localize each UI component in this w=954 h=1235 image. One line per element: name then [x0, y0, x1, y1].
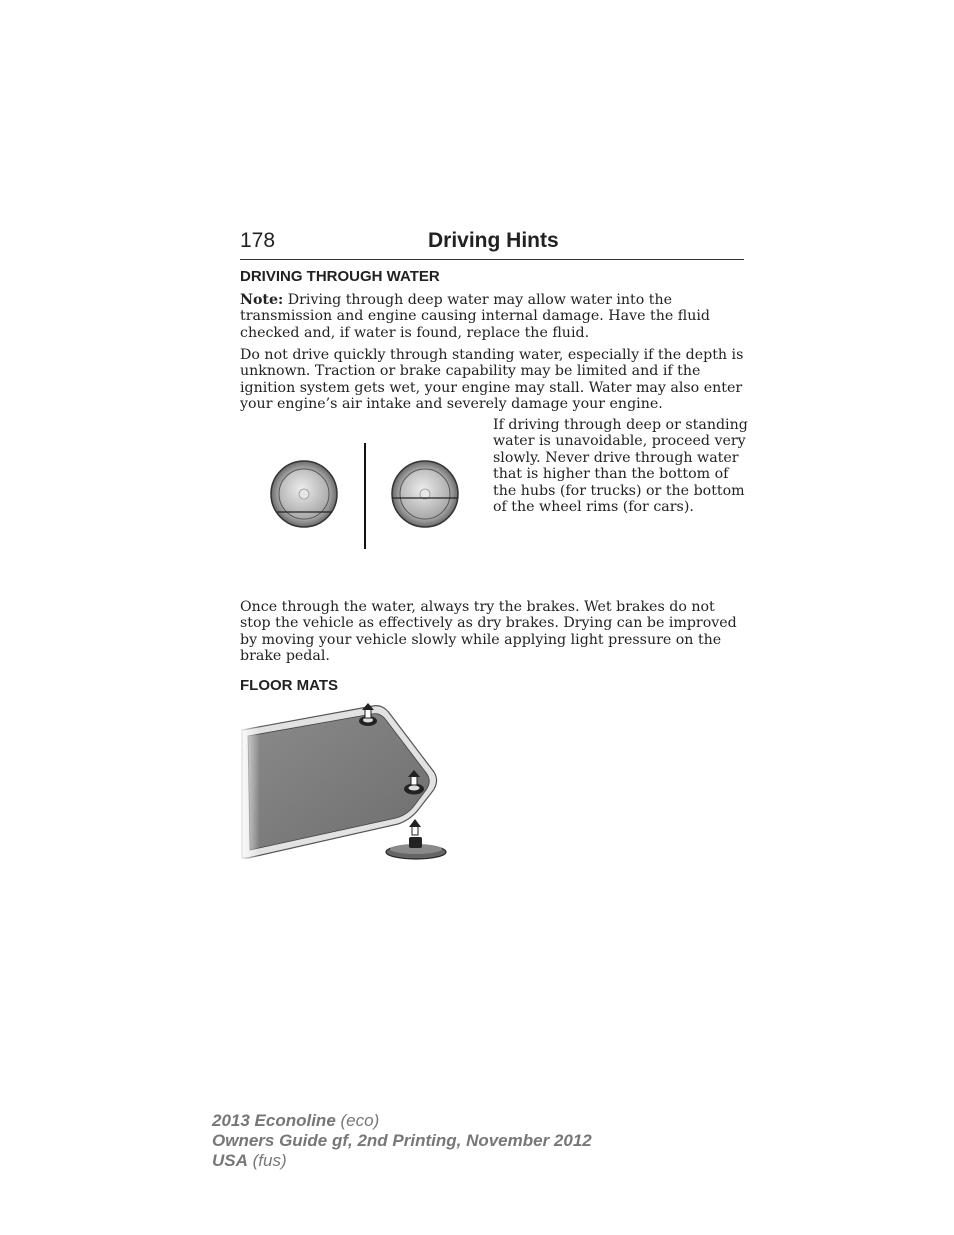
footer-model-code: (eco) — [335, 1111, 380, 1130]
section-heading-driving-through-water: DRIVING THROUGH WATER — [240, 268, 440, 285]
footer-region-code: (fus) — [247, 1151, 287, 1170]
wheel-right-icon — [392, 461, 458, 527]
page-header — [240, 228, 744, 260]
footer-region-line — [212, 1151, 592, 1171]
brake-paragraph: Once through the water, always try the brakes. Wet brakes do not stop the vehicle as effectively as dry brakes. Drying can be improved by moving your vehicle slowly while applying light pressure on the brake pedal. — [240, 599, 737, 665]
deep-water-paragraph: If driving through deep or standing water is unavoidable, proceed very slowly. Never drive through water that is higher than the bottom of the hubs (for trucks) or the bottom of the wheel rims (for cars). — [493, 417, 748, 516]
note-paragraph — [240, 292, 748, 341]
wheel-water-level-illustration — [265, 440, 470, 552]
wheel-left-icon — [271, 461, 337, 527]
floor-mat-icon — [238, 700, 437, 868]
footer-model-line — [212, 1111, 592, 1131]
page-number: 178 — [240, 229, 276, 252]
note-label: Note: — [240, 292, 284, 308]
chapter-title: Driving Hints — [428, 229, 559, 252]
footer-region: USA — [212, 1151, 248, 1170]
page-footer — [212, 1111, 592, 1171]
section-heading-floor-mats: FLOOR MATS — [240, 677, 339, 694]
footer-model: 2013 Econoline — [212, 1111, 336, 1130]
note-text: Driving through deep water may allow water into the transmission and engine causing internal damage. Have the fluid checked and, if water is found, replace the fluid. — [240, 292, 710, 341]
water-warning-paragraph: Do not drive quickly through standing water, especially if the depth is unknown. Traction or brake capability may be limited and if the ignition system gets wet, your engine may stall. Water may also enter your engine’s air intake and severely damage your engine. — [240, 347, 744, 413]
footer-guide-line: Owners Guide gf, 2nd Printing, November 2012 — [212, 1131, 592, 1150]
floor-mat-illustration — [238, 700, 453, 868]
